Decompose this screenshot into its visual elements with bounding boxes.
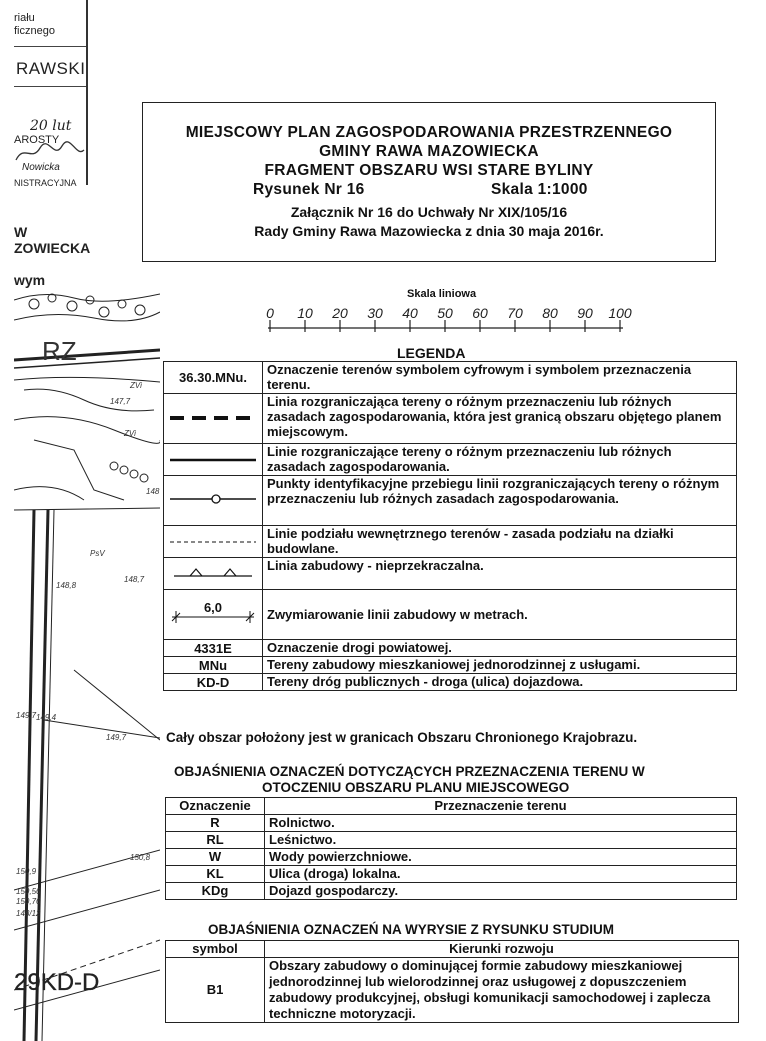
legend-text: Tereny zabudowy mieszkaniowej jednorodzinnej z usługami. xyxy=(263,657,737,674)
stamp-role: AROSTY xyxy=(14,134,60,146)
map-label: 148,8 xyxy=(56,581,77,590)
title-line3: FRAGMENT OBSZARU WSI STARE BYLINY xyxy=(264,162,594,179)
stamp-name: RAWSKI xyxy=(16,59,86,78)
legend-row xyxy=(164,526,737,558)
map-label-road: 29KD-D xyxy=(14,969,100,996)
stamp-vertical-border xyxy=(86,0,88,185)
legend-symbol: 36.30.MNu. xyxy=(164,362,263,394)
title-box xyxy=(142,102,716,262)
drawing-row xyxy=(143,180,715,200)
council-line: Rady Gminy Rawa Mazowiecka z dnia 30 maja 2016r. xyxy=(254,223,604,239)
table-row xyxy=(166,832,737,849)
table-header-row xyxy=(166,798,737,815)
protected-area-note: Cały obszar położony jest w granicach Obszaru Chronionego Krajobrazu. xyxy=(166,730,638,745)
surroundings-title1: OBJAŚNIENIA OZNACZEŃ DOTYCZĄCYCH PRZEZNACZENIA TERENU W xyxy=(174,764,645,779)
legend-text: Linia zabudowy - nieprzekraczalna. xyxy=(263,558,737,590)
side-vym: wym xyxy=(14,272,46,288)
surroundings-title2: OTOCZENIU OBSZARU PLANU MIEJSCOWEGO xyxy=(262,780,570,795)
legend-row xyxy=(164,558,737,590)
legend-symbol-dimension xyxy=(164,590,263,640)
table-cell: KDg xyxy=(166,883,265,900)
table-cell: Rolnictwo. xyxy=(265,815,737,832)
side-w: W xyxy=(14,224,28,240)
legend-row xyxy=(164,444,737,476)
legend-text: Oznaczenie drogi powiatowej. xyxy=(263,640,737,657)
map-label: 150,76 xyxy=(16,897,41,906)
legend-text: Zwymiarowanie linii zabudowy w metrach. xyxy=(263,590,737,640)
scale-caption: Skala liniowa xyxy=(407,288,477,300)
col-header: Przeznaczenie terenu xyxy=(265,798,737,815)
dimension-value: 6,0 xyxy=(203,600,223,615)
scale-tick-label: 10 xyxy=(297,305,313,321)
legend-symbol-point xyxy=(164,476,263,526)
drawing-scale: Skala 1:1000 xyxy=(491,181,588,198)
map-label: 148/12 xyxy=(16,909,41,918)
stamp-date: 20 lut xyxy=(30,118,72,134)
title-line2: GMINY RAWA MAZOWIECKA xyxy=(319,143,539,160)
legend-row xyxy=(164,590,737,640)
legend-symbol: MNu xyxy=(164,657,263,674)
surroundings-table xyxy=(165,797,737,900)
table-row xyxy=(166,849,737,866)
map-label: 148,7 xyxy=(124,575,145,584)
legend-row xyxy=(164,394,737,444)
legend-title: LEGENDA xyxy=(397,345,466,361)
scale-tick-label: 60 xyxy=(472,305,488,321)
map-drawing xyxy=(14,290,160,1041)
table-cell: Wody powierzchniowe. xyxy=(265,849,737,866)
legend-text: Punkty identyfikacyjne przebiegu linii rozgraniczających tereny o różnym przeznaczeniu lub różnych zasadach zagospodarowania. xyxy=(263,476,737,526)
map-label: 149,7 xyxy=(16,711,37,720)
legend-text: Linie podziału wewnętrznego terenów - zasada podziału na działki budowlane. xyxy=(263,526,737,558)
scale-tick-label: 40 xyxy=(402,305,418,321)
legend-symbol-solid xyxy=(164,444,263,476)
legend-row xyxy=(164,674,737,691)
table-row xyxy=(166,958,739,1023)
table-cell: W xyxy=(166,849,265,866)
annex-line: Załącznik Nr 16 do Uchwały Nr XIX/105/16 xyxy=(290,204,568,220)
side-county: ZOWIECKA xyxy=(14,240,91,256)
table-cell: Obszary zabudowy o dominującej formie zabudowy mieszkaniowej jednorodzinnej lub wielorodzinnej oraz usługowej z dopuszczeniem zabudowy produkcyjnej, obsługi komunikacji samochodowej i zaplecza techniczne motoryzacji. xyxy=(265,958,739,1023)
map-label: 150,9 xyxy=(16,867,37,876)
scale-tick-label: 30 xyxy=(367,305,383,321)
map-label: 150,56 xyxy=(16,887,41,896)
legend-row xyxy=(164,640,737,657)
table-row xyxy=(166,866,737,883)
stamp-line1: riału xyxy=(14,12,35,24)
scale-tick-label: 70 xyxy=(507,305,523,321)
col-header: symbol xyxy=(166,941,265,958)
legend-text: Linie rozgraniczające tereny o różnym przeznaczeniu lub różnych zasadach zagospodarowania. xyxy=(263,444,737,476)
stamp-line2: ficznego xyxy=(14,25,55,37)
table-cell: KL xyxy=(166,866,265,883)
drawing-number: Rysunek Nr 16 xyxy=(253,181,365,198)
map-label: 148 xyxy=(146,487,160,496)
scale-tick-label: 90 xyxy=(577,305,593,321)
map-label-rz: RZ xyxy=(42,336,77,366)
legend-table xyxy=(163,361,737,691)
map-label: 147,7 xyxy=(110,397,131,406)
map-label: PsV xyxy=(90,549,105,558)
scale-tick-label: 0 xyxy=(266,305,274,321)
linear-scale xyxy=(258,298,638,338)
legend-symbol: 4331E xyxy=(164,640,263,657)
legend-symbol: KD-D xyxy=(164,674,263,691)
stamp-signature: Nowicka xyxy=(22,162,60,173)
legend-symbol-dashed xyxy=(164,526,263,558)
scale-tick-label: 100 xyxy=(608,305,632,321)
table-cell: Ulica (droga) lokalna. xyxy=(265,866,737,883)
signature-scribble xyxy=(14,140,86,166)
legend-text: Linia rozgraniczająca tereny o różnym przeznaczeniu lub różnych zasadach zagospodarowania, która jest granicą obszaru objętego planem miejscowym. xyxy=(263,394,737,444)
table-cell: R xyxy=(166,815,265,832)
study-title: OBJAŚNIENIA OZNACZEŃ NA WYRYSIE Z RYSUNKU STUDIUM xyxy=(208,922,615,937)
legend-symbol-building-line xyxy=(164,558,263,590)
table-row xyxy=(166,883,737,900)
legend-row xyxy=(164,476,737,526)
map-label: ZVi xyxy=(130,381,142,390)
scale-tick-label: 20 xyxy=(332,305,348,321)
table-row xyxy=(166,815,737,832)
map-label: 149,7 xyxy=(106,733,127,742)
map-label: ZVi xyxy=(124,429,136,438)
table-cell: B1 xyxy=(166,958,265,1023)
map-label: 150,8 xyxy=(130,853,151,862)
legend-text: Oznaczenie terenów symbolem cyfrowym i symbolem przeznaczenia terenu. xyxy=(263,362,737,394)
table-cell: RL xyxy=(166,832,265,849)
table-cell: Leśnictwo. xyxy=(265,832,737,849)
legend-text: Tereny dróg publicznych - droga (ulica) dojazdowa. xyxy=(263,674,737,691)
table-header-row xyxy=(166,941,739,958)
scale-tick-label: 50 xyxy=(437,305,453,321)
title-line1: MIEJSCOWY PLAN ZAGOSPODAROWANIA PRZESTRZENNEGO xyxy=(185,124,673,141)
legend-row xyxy=(164,362,737,394)
stamp-dept: NISTRACYJNA xyxy=(14,178,77,188)
table-cell: Dojazd gospodarczy. xyxy=(265,883,737,900)
legend-symbol-boundary xyxy=(164,394,263,444)
map-label: 149,4 xyxy=(36,713,57,722)
col-header: Oznaczenie xyxy=(166,798,265,815)
scale-tick-label: 80 xyxy=(542,305,558,321)
col-header: Kierunki rozwoju xyxy=(265,941,739,958)
map-fragment xyxy=(0,0,160,1041)
legend-row xyxy=(164,657,737,674)
study-table xyxy=(165,940,739,1023)
